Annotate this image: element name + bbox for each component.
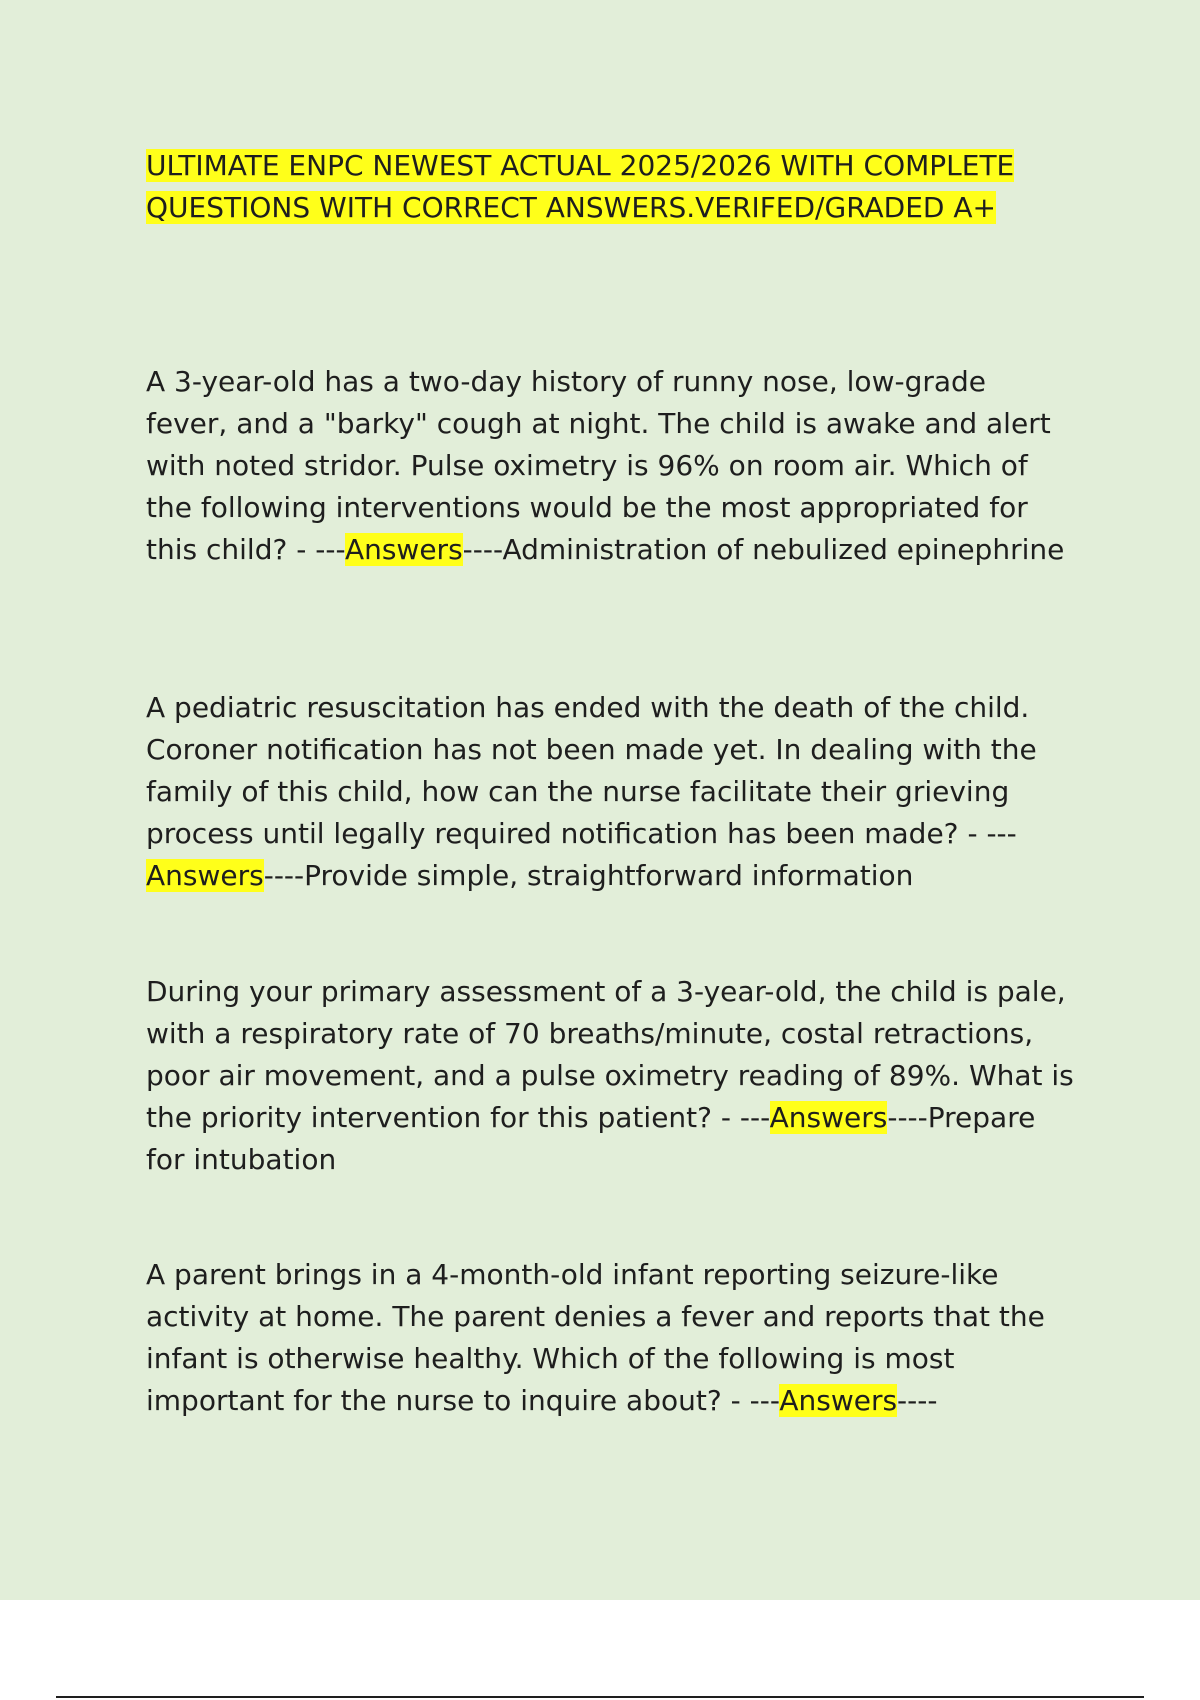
answer-prefix: - --- [958, 817, 1017, 850]
question-text: A pediatric resuscitation has ended with the death of the child. Coroner notification has not been made yet. In dealing with the family of this child, how can the nurse facilitate their grieving process until legally required notification has been made? [146, 691, 1037, 850]
qa-item [146, 1254, 1076, 1422]
question-text: A 3-year-old has a two-day history of runny nose, low-grade fever, and a "barky" cough at night. The child is awake and alert with noted stridor. Pulse oximetry is 96% on room air. Which of the following interventions would be the most appropriated for this child? [146, 365, 1051, 566]
qa-item [146, 361, 1076, 571]
answers-label: Answers [344, 533, 463, 566]
answer-suffix: ---- [462, 533, 503, 566]
question-text: During your primary assessment of a 3-year-old, the child is pale, with a respiratory rate of 70 breaths/minute, costal retractions, poor air movement, and a pulse oximetry reading of 89%. What is the priority intervention for this patient? [146, 975, 1074, 1134]
answer-text: Administration of nebulized epinephrine [502, 533, 1065, 566]
answer-suffix: ---- [897, 1384, 938, 1417]
answer-prefix: - --- [712, 1101, 770, 1134]
document-title [146, 145, 1076, 229]
answers-label: Answers [146, 859, 264, 892]
answer-text: Provide simple, straightforward information [304, 859, 914, 892]
answer-suffix: ---- [263, 859, 305, 892]
qa-item [146, 687, 1076, 897]
title-highlight: ULTIMATE ENPC NEWEST ACTUAL 2025/2026 WITH COMPLETE QUESTIONS WITH CORRECT ANSWERS.VERIFED/GRADED A+ [146, 149, 1015, 224]
answers-label: Answers [779, 1384, 898, 1417]
answer-prefix: - --- [287, 533, 345, 566]
answer-suffix: ---- [887, 1101, 928, 1134]
qa-item [146, 971, 1076, 1181]
question-text: A parent brings in a 4-month-old infant reporting seizure-like activity at home. The parent denies a fever and reports that the infant is otherwise healthy. Which of the following is most important for the nurse to inquire about? [146, 1258, 1045, 1417]
footer-divider [56, 1696, 1144, 1698]
answer-prefix: - --- [721, 1384, 780, 1417]
answer-text: Prepare for intubation [146, 1101, 1036, 1176]
answers-label: Answers [769, 1101, 888, 1134]
